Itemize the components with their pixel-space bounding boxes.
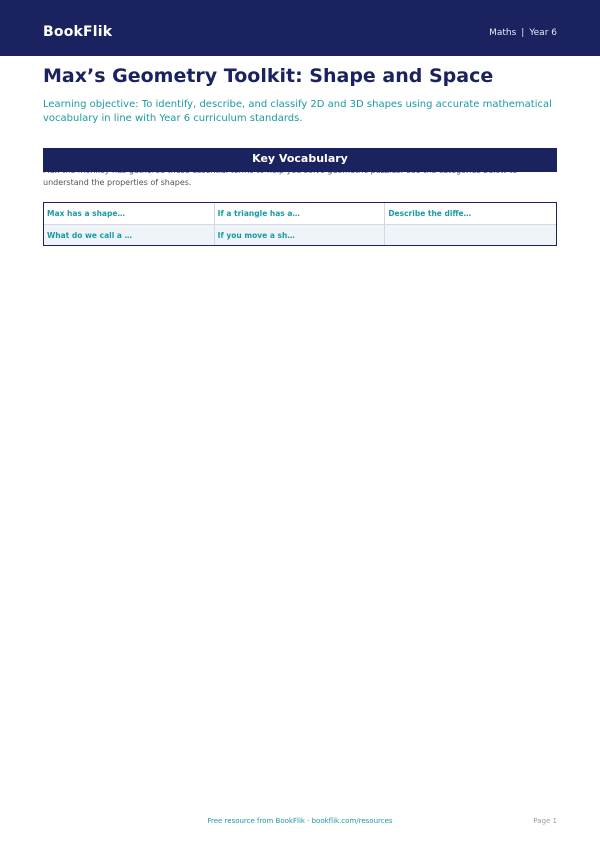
vocab-heading: Key Vocabulary xyxy=(43,148,557,172)
vocab-intro: understand the properties of shapes. xyxy=(43,178,192,187)
footer-link[interactable]: Free resource from BookFlik · bookflik.com/resources xyxy=(207,817,393,825)
grid-cell: If you move a sh… xyxy=(215,224,386,245)
learning-objective: Learning objective: To identify, describe, and classify 2D and 3D shapes using accurate mathematical vocabulary in line with Year 6 curriculum standards. xyxy=(43,99,552,124)
grid-cell xyxy=(385,224,556,245)
grid-cell: If a triangle has a… xyxy=(215,203,386,224)
page-number: Page 1 xyxy=(533,817,557,825)
subject-label: Maths xyxy=(489,28,517,38)
page-header xyxy=(0,0,600,56)
meta-separator: | xyxy=(521,28,525,38)
header-meta xyxy=(489,28,557,38)
grid-cell: Max has a shape… xyxy=(44,203,215,224)
brand-logo: BookFlik xyxy=(43,24,113,40)
page-title: Max’s Geometry Toolkit: Shape and Space xyxy=(43,65,494,87)
level-label: Year 6 xyxy=(529,28,557,38)
grid-cell: Describe the diffe… xyxy=(385,203,556,224)
grid-cell: What do we call a … xyxy=(44,224,215,245)
vocab-grid xyxy=(43,202,557,246)
